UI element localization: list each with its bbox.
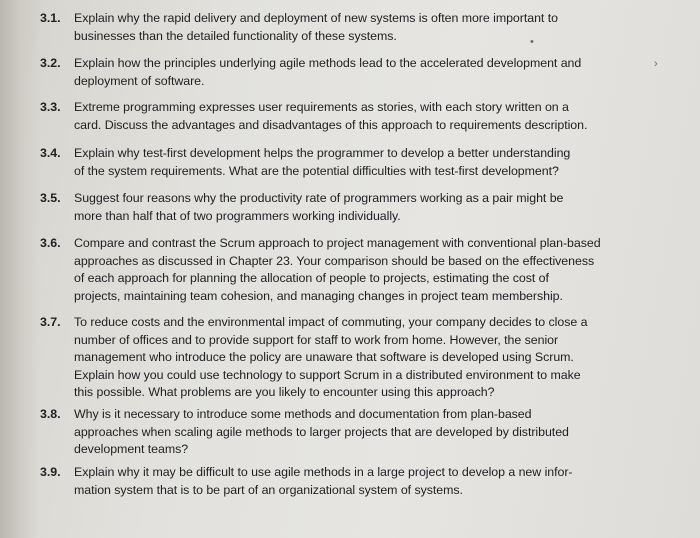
question-line: projects, maintaining team cohesion, and managing changes in project team membership. — [74, 288, 563, 303]
question-line: Explain why test-first development helps the programmer to develop a better understanding — [74, 146, 571, 160]
question-line: Compare and contrast the Scrum approach to project management with conventional plan-based — [74, 236, 601, 250]
page-edge-shadow — [0, 0, 40, 538]
question-line: this possible. What problems are you likely to encounter using this approach? — [74, 385, 495, 400]
question-text — [74, 55, 581, 90]
question-text — [74, 406, 569, 459]
question-number: 3.7. — [40, 315, 61, 329]
question-text — [74, 314, 587, 402]
question-number: 3.5. — [40, 191, 61, 205]
question-line: more than half that of two programmers working individually. — [74, 208, 401, 223]
question-line: Suggest four reasons why the productivity rate of programmers working as a pair might be — [74, 191, 564, 205]
stray-tick-mark: › — [654, 58, 658, 70]
question-line: Explain why it may be difficult to use agile methods in a large project to develop a new infor- — [74, 465, 573, 479]
question-line: Explain why the rapid delivery and deployment of new systems is often more important to — [74, 11, 558, 25]
question-text — [74, 190, 563, 225]
question-line: businesses than the detailed functionality of these systems. — [74, 28, 397, 43]
question-line: approaches as discussed in Chapter 23. Your comparison should be based on the effectiveness — [74, 253, 595, 268]
question-text — [74, 145, 570, 180]
question-number: 3.2. — [40, 56, 61, 70]
question-number: 3.4. — [40, 146, 61, 160]
question-number: 3.1. — [40, 11, 61, 25]
question-line: mation system that is to be part of an organizational system of systems. — [74, 482, 463, 497]
question-number: 3.6. — [40, 236, 61, 250]
question-number: 3.8. — [40, 407, 61, 421]
question-line: card. Discuss the advantages and disadvantages of this approach to requirements description. — [74, 117, 588, 132]
question-number: 3.3. — [40, 100, 61, 114]
question-line: management who introduce the policy are unaware that software is developed using Scrum. — [74, 350, 574, 365]
question-line: of each approach for planning the allocation of people to projects, estimating the cost of — [74, 271, 549, 286]
stray-dot-mark: • — [530, 36, 534, 48]
question-number: 3.9. — [40, 465, 61, 479]
question-line: To reduce costs and the environmental impact of commuting, your company decides to close a — [74, 315, 588, 329]
question-text — [74, 10, 558, 45]
question-line: number of offices and to provide support for staff to work from home. However, the senior — [74, 332, 559, 347]
question-line: Extreme programming expresses user requirements as stories, with each story written on a — [74, 100, 569, 114]
question-text — [74, 99, 587, 134]
question-line: of the system requirements. What are the potential difficulties with test-first development? — [74, 163, 559, 178]
question-line: deployment of software. — [74, 73, 205, 88]
question-text — [74, 464, 573, 499]
question-line: Explain how the principles underlying agile methods lead to the accelerated development and — [74, 56, 582, 70]
question-line: Why is it necessary to introduce some methods and documentation from plan-based — [74, 407, 532, 421]
question-line: development teams? — [74, 442, 189, 457]
question-text — [74, 235, 601, 305]
question-line: Explain how you could use technology to support Scrum in a distributed environment to make — [74, 367, 581, 382]
question-line: approaches when scaling agile methods to larger projects that are developed by distributed — [74, 424, 569, 439]
